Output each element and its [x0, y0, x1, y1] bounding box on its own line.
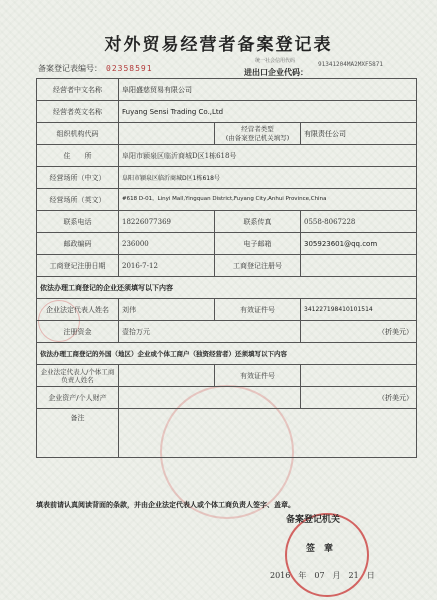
cell-value	[301, 365, 417, 387]
table-row	[37, 321, 417, 343]
cell-value: Fuyang Sensi Trading Co.,Ltd	[119, 101, 417, 123]
cell-value: 阜阳市颍泉区临沂商城D区1栋618号	[119, 167, 417, 189]
cell-value: 2016-7-12	[119, 255, 215, 277]
cell-label: 联系传真	[215, 211, 301, 233]
table-row	[37, 233, 417, 255]
import-export-code-value: 91341204MA2MXF5871	[318, 61, 384, 68]
seal-title: 备案登记机关	[286, 515, 341, 525]
cell-value: 壹拾万元	[119, 321, 301, 343]
cell-value: 刘伟	[119, 299, 215, 321]
import-export-code-label: 进出口企业代码：	[244, 68, 308, 77]
table-row	[37, 277, 417, 299]
cell-value: （折美元）	[301, 321, 417, 343]
cell-label: 经营者中文名称	[37, 79, 119, 101]
cell-value	[119, 123, 215, 145]
table-row	[37, 167, 417, 189]
cell-value: （折美元）	[301, 387, 417, 409]
cell-value: 18226077369	[119, 211, 215, 233]
cell-value: 236000	[119, 233, 215, 255]
cell-value	[119, 387, 301, 409]
table-row	[37, 299, 417, 321]
cell-value: 341227198410101514	[301, 299, 417, 321]
cell-value: 阜阳盛慈贸易有限公司	[119, 79, 417, 101]
registration-label: 备案登记表编号：	[38, 64, 102, 73]
cell-label: 企业资产/个人财产	[37, 387, 119, 409]
registration-number-line	[38, 63, 153, 74]
cell-label: 企业法定代表人/个体工商负责人姓名	[37, 365, 119, 387]
seal-date: 2016 年 07 月 21 日	[270, 571, 375, 580]
cell-value	[301, 255, 417, 277]
table-row	[37, 387, 417, 409]
cell-value: #618 D-01，Linyi Mall,Yingquan District,Fuyang City,Anhui Province,China	[119, 189, 417, 211]
cell-label: 备注	[37, 409, 119, 458]
table-row	[37, 211, 417, 233]
credit-code-caption: 统一社会信用代码	[255, 58, 296, 64]
cell-label: 联系电话	[37, 211, 119, 233]
cell-label: 工商登记注册日期	[37, 255, 119, 277]
table-row	[37, 123, 417, 145]
cell-value	[119, 365, 215, 387]
table-row	[37, 189, 417, 211]
cell-label: 企业法定代表人姓名	[37, 299, 119, 321]
cell-label: 经营场所（英文）	[37, 189, 119, 211]
section-heading: 依法办理工商登记的企业还须填写以下内容	[37, 277, 417, 299]
cell-label: 经营者英文名称	[37, 101, 119, 123]
cell-label: 工商登记注册号	[215, 255, 301, 277]
registration-number: 02358591	[106, 64, 153, 73]
cell-label: 组织机构代码	[37, 123, 119, 145]
table-row	[37, 145, 417, 167]
table-row	[37, 101, 417, 123]
cell-value	[119, 409, 417, 458]
official-seal	[285, 513, 369, 597]
cell-value: 阜阳市颍泉区临沂商城D区1栋618号	[119, 145, 417, 167]
seal-signature-label: 签 章	[306, 544, 334, 554]
table-row	[37, 343, 417, 365]
cell-label: 注册资金	[37, 321, 119, 343]
cell-label: 有效证件号	[215, 299, 301, 321]
cell-value: 305923601@qq.com	[301, 233, 417, 255]
table-row	[37, 79, 417, 101]
table-row	[37, 409, 417, 458]
table-row	[37, 365, 417, 387]
cell-label: 经营场所（中文）	[37, 167, 119, 189]
cell-label: 住 所	[37, 145, 119, 167]
form-title: 对外贸易经营者备案登记表	[104, 35, 333, 55]
cell-label: 电子邮箱	[215, 233, 301, 255]
filing-form-table	[36, 78, 417, 458]
cell-label: 经营者类型 (由备案登记机关填写)	[215, 123, 301, 145]
table-row	[37, 255, 417, 277]
footnote: 填表前请认真阅读背面的条款，并由企业法定代表人或个体工商负责人签字、盖章。	[36, 501, 295, 509]
section-heading: 依法办理工商登记的外国（地区）企业或个体工商户（独资经营者）还须填写以下内容	[37, 343, 417, 365]
cell-value: 有限责任公司	[301, 123, 417, 145]
cell-value: 0558-8067228	[301, 211, 417, 233]
cell-label: 邮政编码	[37, 233, 119, 255]
cell-label: 有效证件号	[215, 365, 301, 387]
